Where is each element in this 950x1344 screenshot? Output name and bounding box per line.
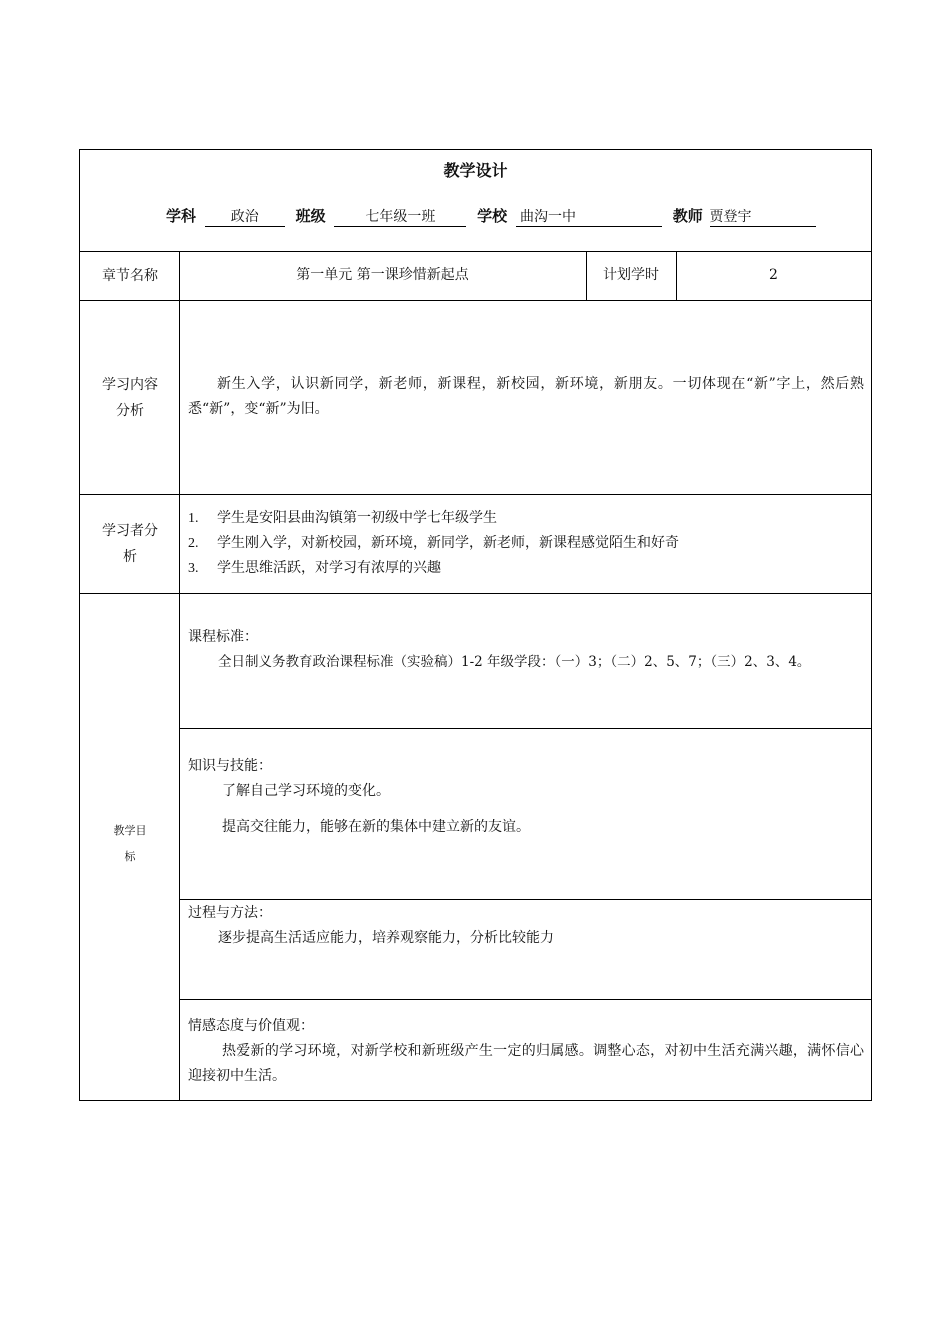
learner-analysis-label-line1: 学习者分: [102, 523, 158, 539]
knowledge-title: 知识与技能：: [188, 758, 272, 774]
row-divider: [179, 999, 871, 1000]
process-title: 过程与方法：: [188, 905, 272, 921]
teacher-label: 教师: [672, 207, 703, 225]
learner-analysis-label-line2: 析: [123, 549, 137, 565]
class-label: 班级: [295, 207, 326, 225]
meta-line: [166, 205, 822, 227]
knowledge-line2: 提高交往能力，能够在新的集体中建立新的友谊。: [222, 819, 530, 835]
process-text: 逐步提高生活适应能力，培养观察能力，分析比较能力: [218, 930, 554, 946]
learner-list: [188, 506, 864, 581]
teacher-value: 贾登宇: [710, 208, 816, 227]
chapter-value: 第一单元 第一课珍惜新起点: [296, 267, 469, 283]
list-item: 1. 学生是安阳县曲沟镇第一初级中学七年级学生: [188, 510, 497, 526]
content-analysis-text: 新生入学，认识新同学，新老师，新课程，新校园，新环境，新朋友。一切体现在“新”字上，然后熟悉“新”，变“新”为旧。: [188, 376, 864, 417]
row-divider: [80, 593, 871, 594]
standard-title: 课程标准：: [188, 629, 258, 645]
row-divider: [179, 899, 871, 900]
emotion-text: 热爱新的学习环境，对新学校和新班级产生一定的归属感。调整心态，对初中生活充满兴趣，满怀信心迎接初中生活。: [188, 1043, 864, 1084]
document-title: 教学设计: [443, 161, 508, 180]
objectives-label-line1: 教学目: [113, 824, 147, 837]
lesson-design-table: [79, 149, 872, 1101]
row-divider: [80, 300, 871, 301]
standard-text: 全日制义务教育政治课程标准（实验稿）1-2 年级学段：（一）3；（二）2、5、7；（三）2、3、4。: [218, 654, 811, 670]
emotion-title: 情感态度与价值观：: [188, 1018, 314, 1034]
content-analysis-label-line1: 学习内容: [102, 377, 158, 393]
list-item: 3. 学生思维活跃，对学习有浓厚的兴趣: [188, 560, 441, 576]
content-analysis-label-line2: 分析: [116, 403, 144, 419]
row-divider: [179, 728, 871, 729]
content-analysis-label: [80, 372, 180, 424]
row-divider: [80, 251, 871, 252]
objectives-label: [80, 818, 180, 870]
school-value: 曲沟一中: [516, 208, 662, 227]
learner-analysis-label: [80, 518, 180, 570]
hours-label: 计划学时: [603, 267, 659, 283]
hours-value: 2: [769, 267, 778, 283]
objectives-label-line2: 标: [124, 850, 136, 863]
list-item: 2. 学生刚入学，对新校园，新环境，新同学，新老师，新课程感觉陌生和好奇: [188, 535, 679, 551]
chapter-label: 章节名称: [102, 268, 158, 284]
row-divider: [80, 494, 871, 495]
subject-value: 政治: [205, 208, 285, 227]
subject-label: 学科: [166, 207, 197, 225]
school-label: 学校: [477, 207, 508, 225]
knowledge-line1: 了解自己学习环境的变化。: [222, 783, 390, 799]
class-value: 七年级一班: [334, 208, 466, 227]
